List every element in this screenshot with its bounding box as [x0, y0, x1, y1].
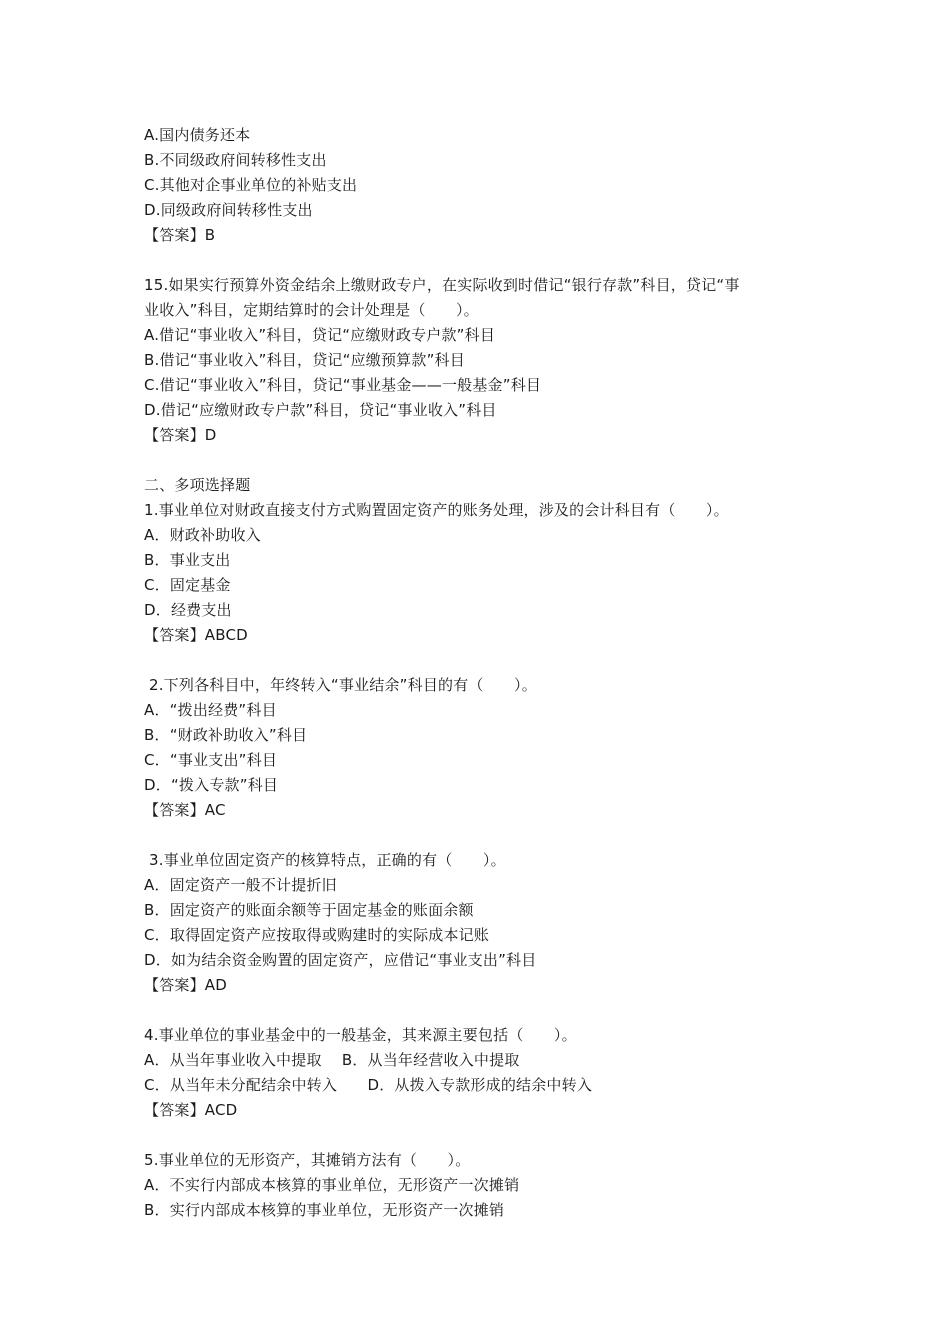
text-line: A．“拨出经费”科目 — [144, 701, 277, 719]
blank-line — [144, 648, 824, 673]
blank-line — [144, 823, 824, 848]
text-line: C．“事业支出”科目 — [144, 751, 278, 769]
text-line: D．“拨入专款”科目 — [144, 776, 279, 794]
text-line: 【答案】ACD — [144, 1101, 238, 1119]
text-line: D．经费支出 — [144, 601, 232, 619]
blank-line — [144, 998, 824, 1023]
blank-line — [144, 248, 824, 273]
text-line: 【答案】ABCD — [144, 626, 248, 644]
text-line: 二、多项选择题 — [144, 476, 251, 494]
text-line: 15.如果实行预算外资金结余上缴财政专户，在实际收到时借记“银行存款”科目，贷记“事 — [144, 276, 740, 294]
text-line: A．从当年事业收入中提取 B．从当年经营收入中提取 — [144, 1051, 520, 1069]
text-line: D．如为结余资金购置的固定资产，应借记“事业支出”科目 — [144, 951, 537, 969]
text-line: C．取得固定资产应按取得或购建时的实际成本记账 — [144, 926, 490, 944]
text-line: B．固定资产的账面余额等于固定基金的账面余额 — [144, 901, 474, 919]
text-line: D.同级政府间转移性支出 — [144, 201, 313, 219]
document-body — [144, 123, 824, 1223]
text-line: B.借记“事业收入”科目，贷记“应缴预算款”科目 — [144, 351, 465, 369]
text-line: A．财政补助收入 — [144, 526, 261, 544]
text-line: C．固定基金 — [144, 576, 231, 594]
text-line: 2.下列各科目中，年终转入“事业结余”科目的有（ ）。 — [144, 676, 537, 694]
text-line: 4.事业单位的事业基金中的一般基金，其来源主要包括（ ）。 — [144, 1026, 577, 1044]
blank-line — [144, 448, 824, 473]
text-line: C.其他对企事业单位的补贴支出 — [144, 176, 358, 194]
text-line: C．从当年未分配结余中转入 D．从拨入专款形成的结余中转入 — [144, 1076, 593, 1094]
text-line: 【答案】AD — [144, 976, 228, 994]
text-line: 3.事业单位固定资产的核算特点，正确的有（ ）。 — [144, 851, 506, 869]
text-line: A.国内债务还本 — [144, 126, 251, 144]
text-line: A．不实行内部成本核算的事业单位，无形资产一次摊销 — [144, 1176, 520, 1194]
text-line: B．实行内部成本核算的事业单位，无形资产一次摊销 — [144, 1201, 505, 1219]
text-line: B．事业支出 — [144, 551, 231, 569]
text-line: A．固定资产一般不计提折旧 — [144, 876, 337, 894]
text-line: 5.事业单位的无形资产，其摊销方法有（ ）。 — [144, 1151, 471, 1169]
text-line: C.借记“事业收入”科目，贷记“事业基金——一般基金”科目 — [144, 376, 542, 394]
text-line: A.借记“事业收入”科目，贷记“应缴财政专户款”科目 — [144, 326, 496, 344]
text-line: D.借记“应缴财政专户款”科目，贷记“事业收入”科目 — [144, 401, 497, 419]
text-line: B．“财政补助收入”科目 — [144, 726, 308, 744]
text-line: 业收入”科目，定期结算时的会计处理是（ ）。 — [144, 301, 479, 319]
text-line: 【答案】D — [144, 426, 217, 444]
text-line: B.不同级政府间转移性支出 — [144, 151, 327, 169]
text-line: 【答案】AC — [144, 801, 226, 819]
blank-line — [144, 1123, 824, 1148]
text-line: 【答案】B — [144, 226, 216, 244]
text-line: 1.事业单位对财政直接支付方式购置固定资产的账务处理，涉及的会计科目有（ ）。 — [144, 501, 729, 519]
